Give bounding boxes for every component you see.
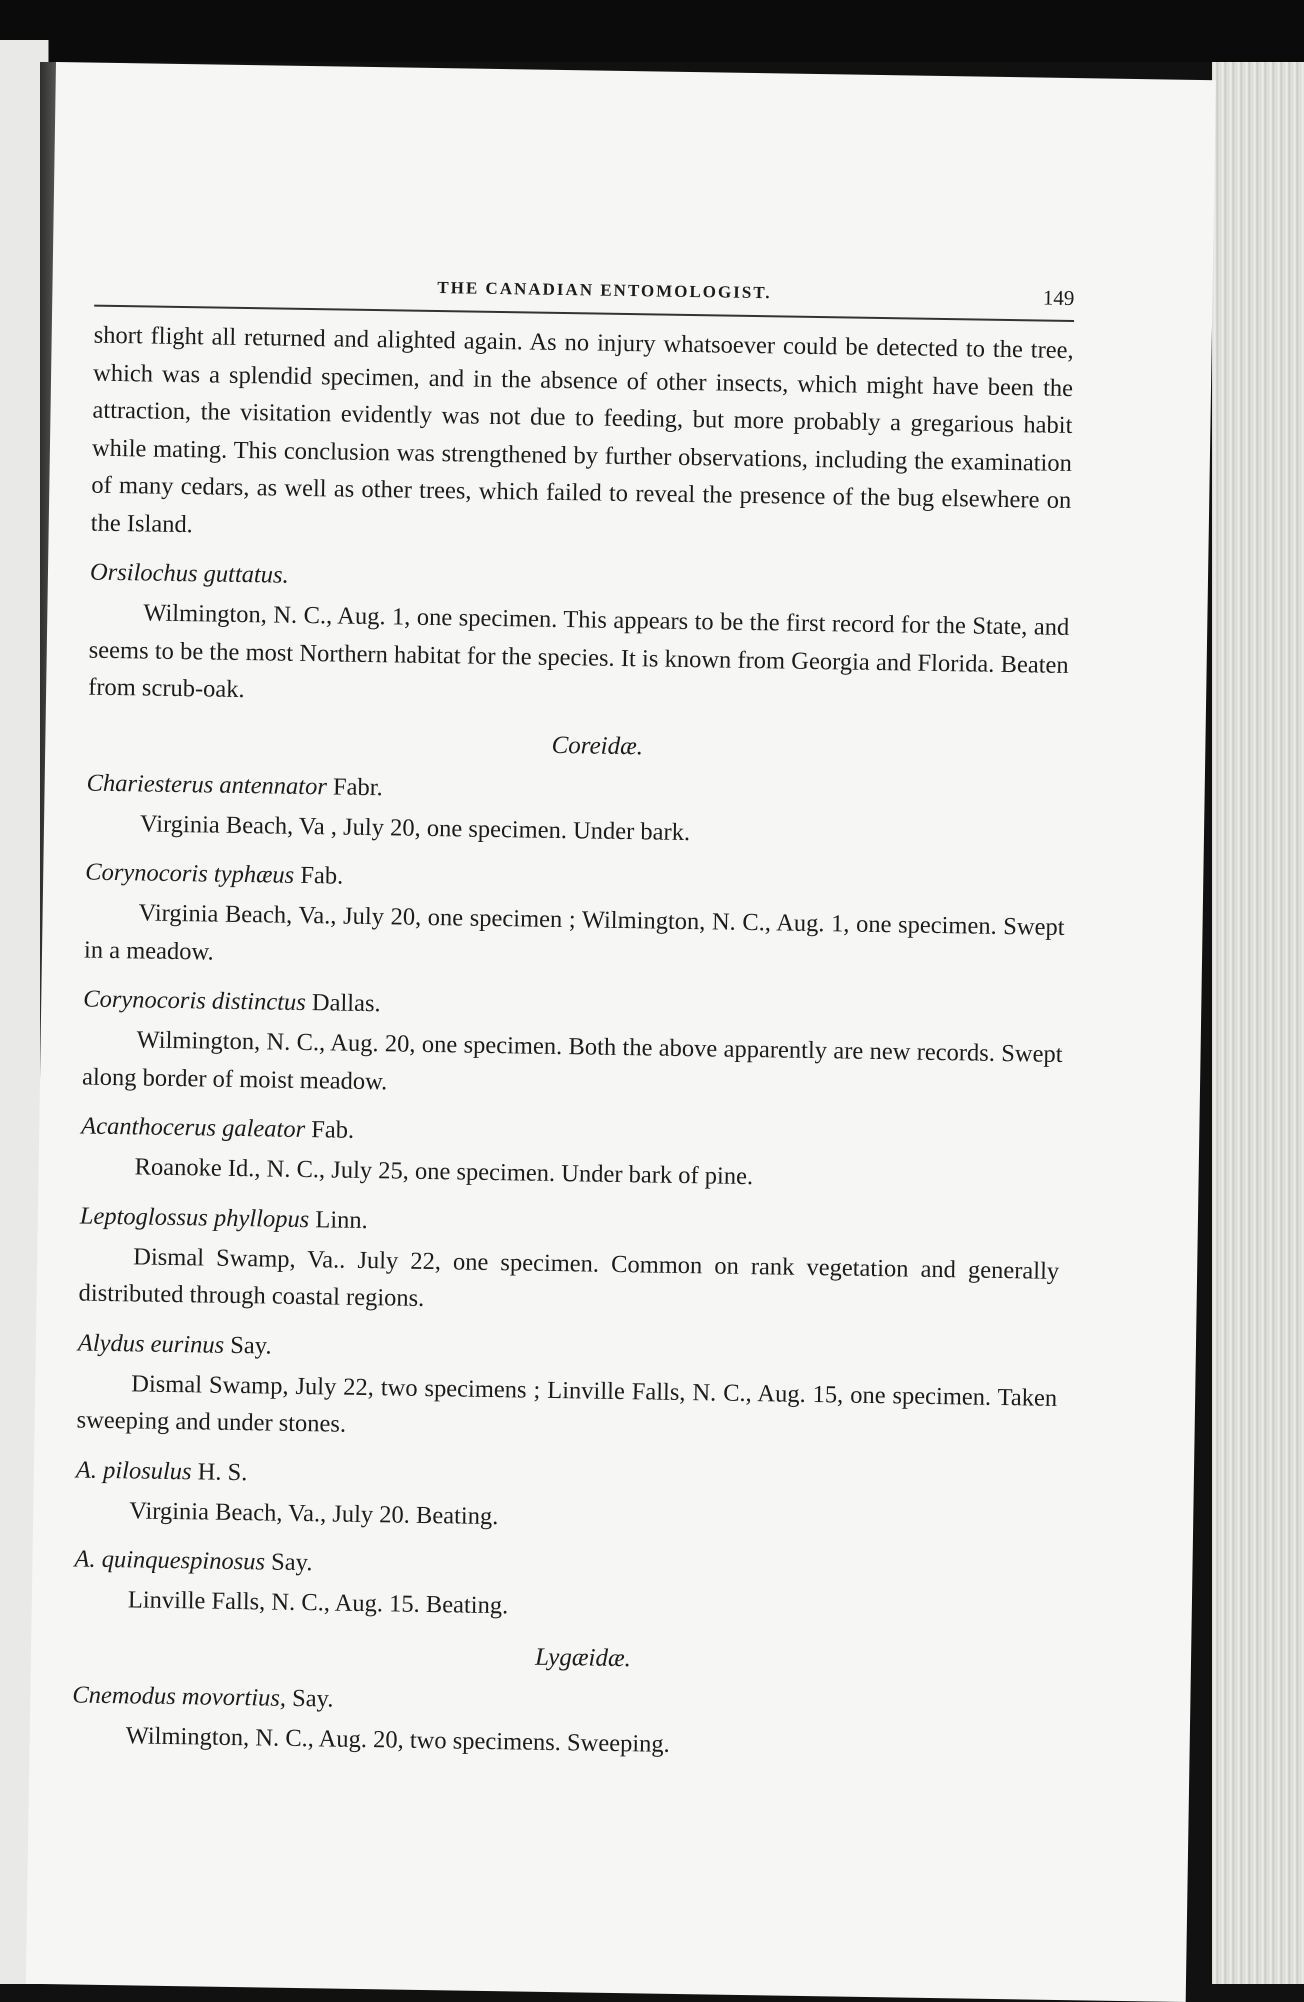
species-name: Cnemodus movortius, bbox=[72, 1680, 287, 1712]
collection-record: Virginia Beach, Va., July 20. Beating. bbox=[129, 1496, 499, 1530]
species-author: Say. bbox=[285, 1684, 334, 1713]
species-name: Corynocoris distinctus bbox=[83, 985, 307, 1017]
species-name: Orsilochus guttatus. bbox=[89, 558, 289, 589]
page-header bbox=[94, 263, 1075, 322]
species-name: Corynocoris typhæus bbox=[85, 858, 295, 889]
collection-record: Roanoke Id., N. C., July 25, one specimen. Under bark of pine. bbox=[134, 1153, 754, 1191]
species-author: Say. bbox=[264, 1548, 313, 1577]
species-author: Fabr. bbox=[326, 772, 383, 801]
collection-record: Wilmington, N. C., Aug. 20, one specimen. Both the above apparently are new records. Swept along border of moist meadow. bbox=[81, 1026, 1063, 1095]
running-title: THE CANADIAN ENTOMOLOGIST. bbox=[437, 278, 772, 303]
species-name: A. quinquespinosus bbox=[74, 1545, 266, 1576]
entry-corynocoris-distinctus bbox=[82, 983, 1064, 1111]
intro-paragraph: short flight all returned and alighted again. As no injury whatsoever could be detected to the tree, which was a splendid specimen, and in the absence of other insects, which might have been the attraction, the visitation evidently was not due to feeding, but more probably a gregarious habit while mating. This conclusion was strengthened by further observations, including the examination of many cedars, as well as other trees, which failed to reveal the presence of the bug elsewhere on the Island. bbox=[90, 321, 1074, 538]
species-author: Fab. bbox=[304, 1116, 355, 1144]
collection-record: Wilmington, N. C., Aug. 1, one specimen. This appears to be the first record for the State, and seems to be the most Northern habitat for the species. It is known from Georgia and Florida. Beaten from scrub-oak. bbox=[87, 599, 1070, 704]
entry-corynocoris-typhaeus bbox=[84, 856, 1066, 984]
species-name: Alydus eurinus bbox=[77, 1329, 225, 1359]
entry-leptoglossus bbox=[78, 1199, 1060, 1327]
collection-record: Virginia Beach, Va , July 20, one specimen. Under bark. bbox=[139, 809, 691, 846]
entry-alydus-eurinus bbox=[76, 1326, 1058, 1454]
page-content bbox=[71, 263, 1074, 1769]
entry-cnemodus bbox=[71, 1678, 1052, 1769]
entry-orsilochus bbox=[88, 556, 1070, 722]
collection-record: Dismal Swamp, Va.. July 22, one specimen. Common on rank vegetation and generally distributed through coastal regions. bbox=[78, 1242, 1060, 1312]
collection-record: Dismal Swamp, July 22, two specimens ; Linville Falls, N. C., Aug. 15, one specimen. Taken sweeping and under stones. bbox=[76, 1369, 1058, 1438]
page-number: 149 bbox=[1042, 285, 1075, 311]
entry-chariesterus bbox=[86, 766, 1067, 857]
species-author: Fab. bbox=[293, 861, 344, 890]
species-author: H. S. bbox=[191, 1457, 248, 1486]
scan-top-border bbox=[0, 0, 1304, 62]
entry-alydus-pilosulus bbox=[75, 1453, 1056, 1544]
species-name: Acanthocerus galeator bbox=[81, 1112, 306, 1144]
family-heading-coreidae: Coreidæ. bbox=[551, 731, 644, 760]
species-name: Leptoglossus phyllopus bbox=[79, 1202, 310, 1233]
species-author: Dallas. bbox=[305, 989, 381, 1018]
collection-record: Linville Falls, N. C., Aug. 15. Beating. bbox=[127, 1586, 509, 1620]
species-name: Chariesterus antennator bbox=[86, 769, 328, 800]
species-name: A. pilosulus bbox=[75, 1455, 192, 1485]
entry-alydus-quinquespinosus bbox=[74, 1542, 1055, 1633]
book-page bbox=[26, 62, 1216, 2002]
species-author: Say. bbox=[223, 1331, 272, 1360]
family-heading-lygaeidae: Lygæidæ. bbox=[534, 1643, 632, 1672]
collection-record: Wilmington, N. C., Aug. 20, two specimens. Sweeping. bbox=[125, 1721, 670, 1758]
entry-acanthocerus bbox=[80, 1110, 1061, 1201]
collection-record: Virginia Beach, Va., July 20, one specimen ; Wilmington, N. C., Aug. 1, one specimen. Swept in a meadow. bbox=[83, 899, 1065, 966]
species-author: Linn. bbox=[309, 1205, 368, 1234]
page-stack-edge bbox=[1212, 62, 1304, 1984]
